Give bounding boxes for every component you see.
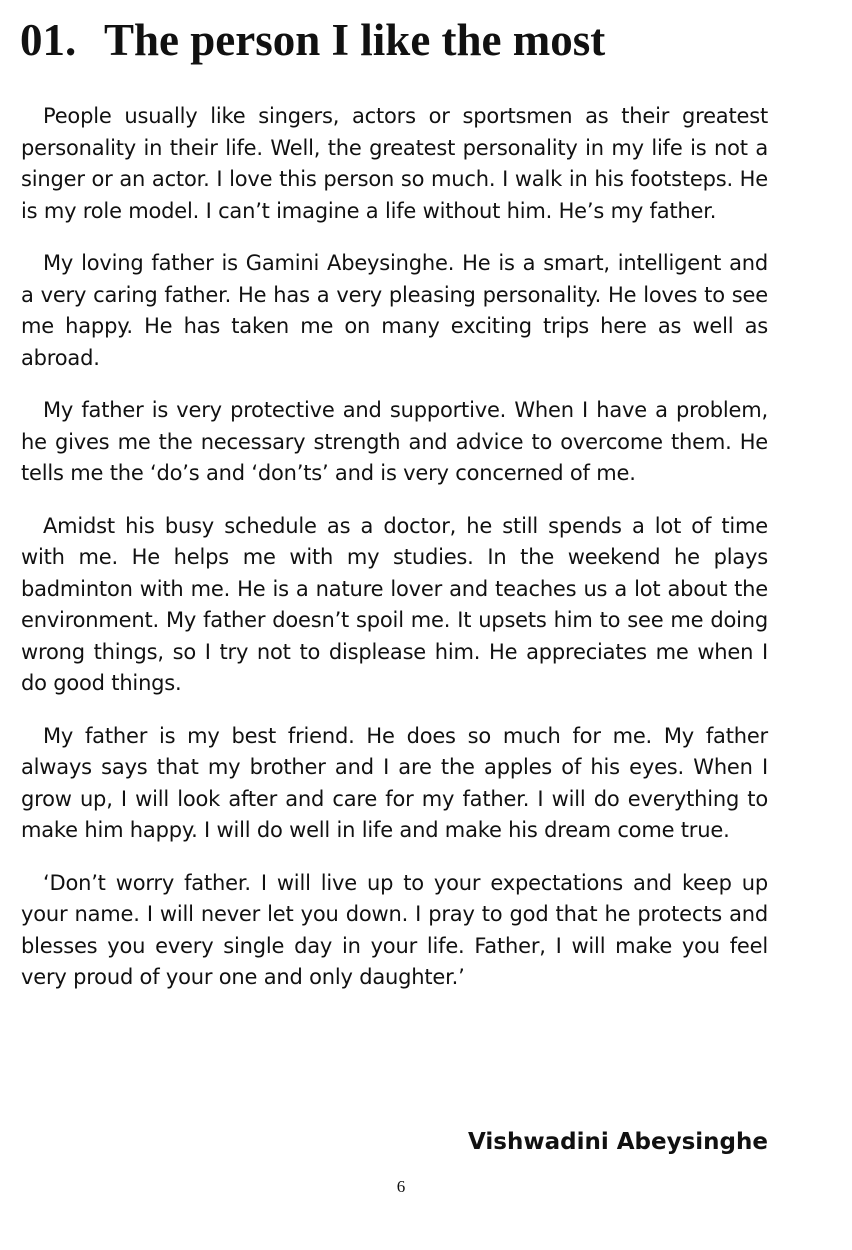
author-signature: Vishwadini Abeysinghe [468,1129,768,1155]
title-number: 01. [20,15,77,65]
page-number: 6 [396,1177,406,1196]
title-text: The person I like the most [104,15,606,65]
paragraph: My father is very protective and supportive. When I have a problem, he gives me the necessary strength and advice to overcome them. He tells me the ‘do’s and ‘don’ts’ and is very concerned of me. [21,398,768,485]
paragraph: My father is my best friend. He does so much for me. My father always says that my brother and I are the apples of his eyes. When I grow up, I will look after and care for my father. I will do everything to make him happy. I will do well in life and make his dream come true. [21,723,768,842]
paragraph: Amidst his busy schedule as a doctor, he still spends a lot of time with me. He helps me with my studies. In the weekend he plays badminton with me. He is a nature lover and teaches us a lot about the environment. My father doesn’t spoil me. It upsets him to see me doing wrong things, so I try not to displease him. He appreciates me when I do good things. [21,513,768,695]
paragraph: ‘Don’t worry father. I will live up to your expectations and keep up your name. I will never let you down. I pray to god that he protects and blesses you every single day in your life. Father, I will make you feel very proud of your one and only daughter.’ [21,870,768,989]
page-title [20,12,605,68]
essay-body [21,101,768,1015]
paragraph: People usually like singers, actors or sportsmen as their greatest personality in their life. Well, the greatest personality in my life is not a singer or an actor. I love this person so much. I walk in his footsteps. He is my role model. I can’t imagine a life without him. He’s my father. [21,104,768,223]
paragraph: My loving father is Gamini Abeysinghe. He is a smart, intelligent and a very caring father. He has a very pleasing personality. He loves to see me happy. He has taken me on many exciting trips here as well as abroad. [21,251,768,370]
